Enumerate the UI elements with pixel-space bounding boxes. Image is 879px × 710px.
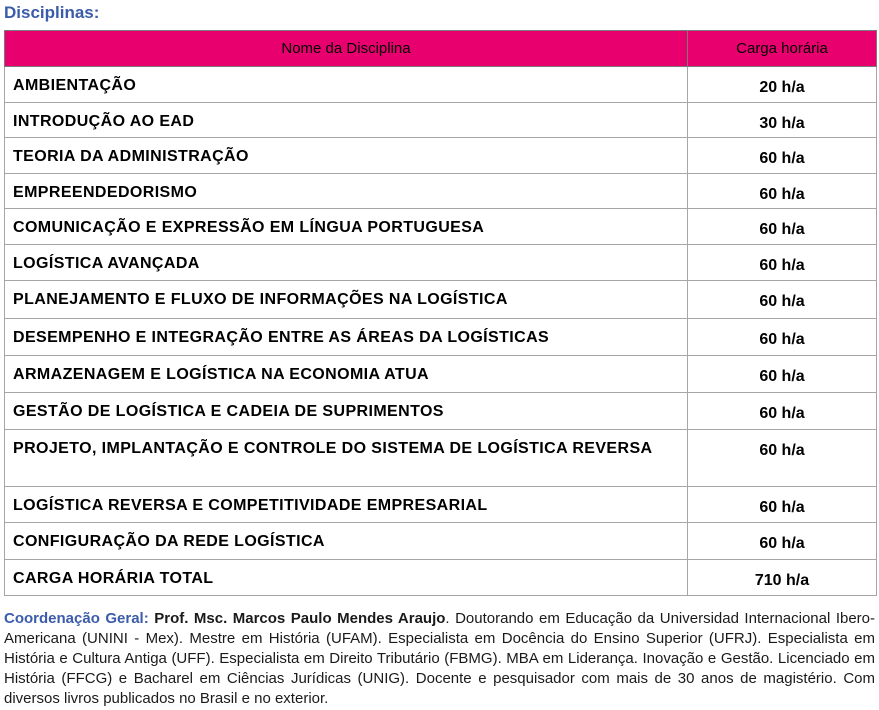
discipline-hours: 60 h/a xyxy=(688,523,877,560)
discipline-hours: 30 h/a xyxy=(688,103,877,138)
header-discipline-name: Nome da Disciplina xyxy=(5,31,688,67)
discipline-hours: 60 h/a xyxy=(688,319,877,356)
discipline-name: TEORIA DA ADMINISTRAÇÃO xyxy=(5,138,688,174)
discipline-name: EMPREENDEDORISMO xyxy=(5,174,688,209)
table-row xyxy=(5,103,877,138)
discipline-hours: 60 h/a xyxy=(688,209,877,245)
table-row xyxy=(5,430,877,487)
discipline-hours: 60 h/a xyxy=(688,430,877,487)
header-workload: Carga horária xyxy=(688,31,877,67)
table-row xyxy=(5,523,877,560)
discipline-name: GESTÃO DE LOGÍSTICA E CADEIA DE SUPRIMENTOS xyxy=(5,393,688,430)
discipline-hours: 60 h/a xyxy=(688,356,877,393)
discipline-name: LOGÍSTICA REVERSA E COMPETITIVIDADE EMPRESARIAL xyxy=(5,487,688,523)
discipline-name: PLANEJAMENTO E FLUXO DE INFORMAÇÕES NA LOGÍSTICA xyxy=(5,281,688,319)
discipline-name: CONFIGURAÇÃO DA REDE LOGÍSTICA xyxy=(5,523,688,560)
discipline-name: ARMAZENAGEM E LOGÍSTICA NA ECONOMIA ATUA xyxy=(5,356,688,393)
table-row xyxy=(5,209,877,245)
discipline-hours: 710 h/a xyxy=(688,560,877,596)
discipline-name: CARGA HORÁRIA TOTAL xyxy=(5,560,688,596)
table-row xyxy=(5,281,877,319)
discipline-name: COMUNICAÇÃO E EXPRESSÃO EM LÍNGUA PORTUGUESA xyxy=(5,209,688,245)
discipline-name: AMBIENTAÇÃO xyxy=(5,67,688,103)
table-row xyxy=(5,174,877,209)
discipline-name: INTRODUÇÃO AO EAD xyxy=(5,103,688,138)
disciplines-table xyxy=(4,30,877,596)
coordinator-bio: . Doutorando em Educação da Universidad Internacional Ibero-Americana (UNINI - Mex). Mestre em História (UFAM). Especialista em Docência do Ensino Superior (UFRJ). Especialista em História e Cultura Antiga (UFF). Especialista em Direito Tributário (FBMG). MBA em Liderança. Inovação e Gestão. Licenciado em História (FFCG) e Bacharel em Ciências Jurídicas (UNIG). Docente e pesquisador com mais de 30 anos de magistério. Com diversos livros publicados no Brasil e no exterior. xyxy=(4,610,876,707)
discipline-name: PROJETO, IMPLANTAÇÃO E CONTROLE DO SISTEMA DE LOGÍSTICA REVERSA xyxy=(5,430,688,487)
discipline-hours: 60 h/a xyxy=(688,487,877,523)
discipline-hours: 60 h/a xyxy=(688,138,877,174)
discipline-hours: 60 h/a xyxy=(688,393,877,430)
discipline-hours: 60 h/a xyxy=(688,174,877,209)
coordinator-name: Prof. Msc. Marcos Paulo Mendes Araujo xyxy=(154,610,446,627)
section-title: Disciplinas: xyxy=(4,3,100,22)
table-row xyxy=(5,487,877,523)
table-header-row xyxy=(5,31,877,67)
discipline-hours: 60 h/a xyxy=(688,245,877,281)
coordination-note xyxy=(4,609,875,709)
table-row xyxy=(5,393,877,430)
table-row xyxy=(5,356,877,393)
discipline-name: DESEMPENHO E INTEGRAÇÃO ENTRE AS ÁREAS DA LOGÍSTICAS xyxy=(5,319,688,356)
coordination-label: Coordenação Geral: xyxy=(4,610,149,627)
discipline-hours: 20 h/a xyxy=(688,67,877,103)
discipline-name: LOGÍSTICA AVANÇADA xyxy=(5,245,688,281)
table-row xyxy=(5,245,877,281)
table-row xyxy=(5,138,877,174)
table-row xyxy=(5,319,877,356)
discipline-hours: 60 h/a xyxy=(688,281,877,319)
table-row xyxy=(5,67,877,103)
total-row xyxy=(5,560,877,596)
